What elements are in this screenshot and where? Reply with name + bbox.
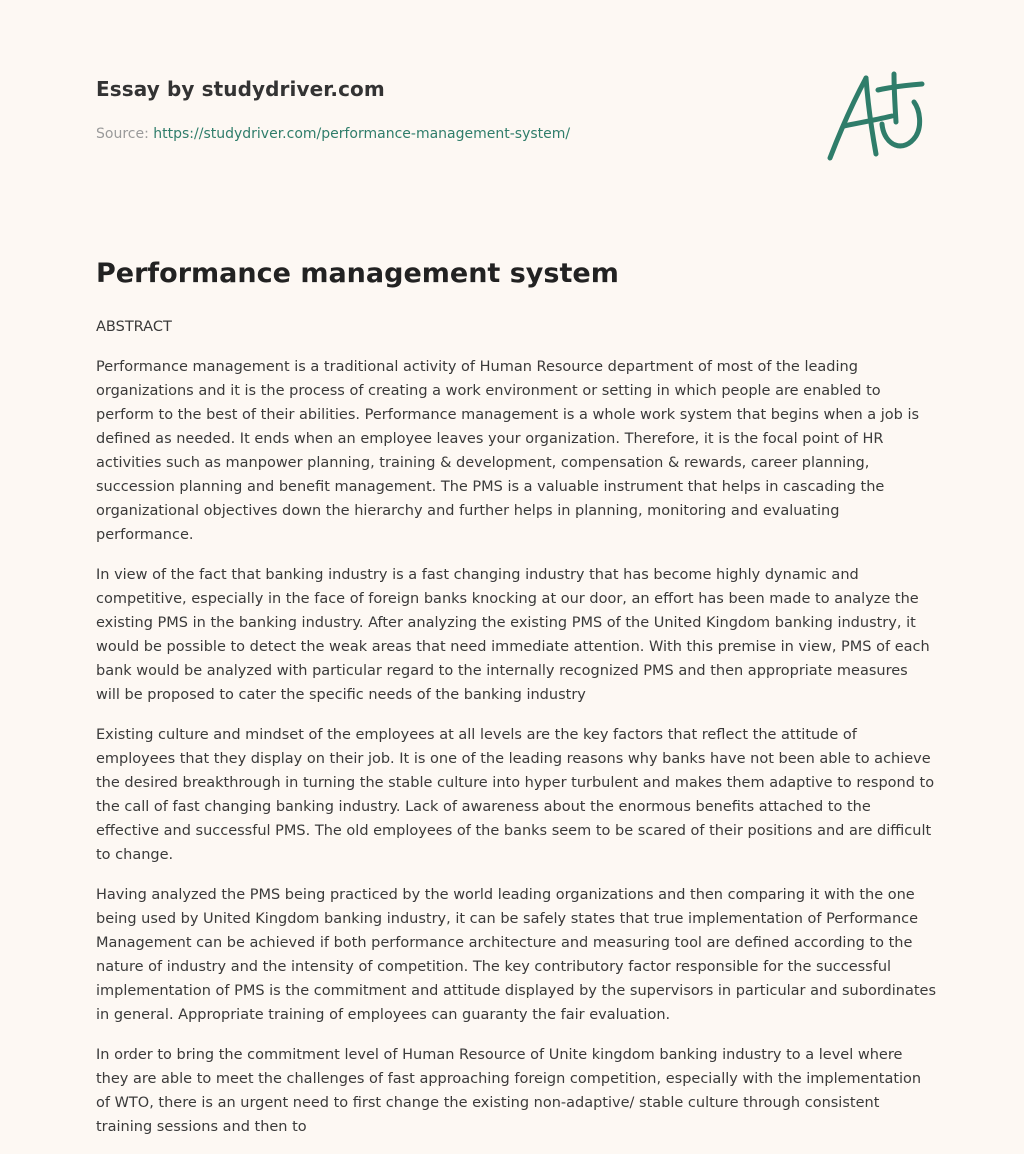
source-line <box>96 124 796 144</box>
essay-body <box>96 315 936 1154</box>
paragraph: Performance management is a traditional activity of Human Resource department of most of the leading organizations and it is the process of creating a work environment or setting in which people are enabled to perform to the best of their abilities. Performance management is a whole work system that begins when a job is defined as needed. It ends when an employee leaves your organization. Therefore, it is the focal point of HR activities such as manpower planning, training & development, compensation & rewards, career planning, succession planning and benefit management. The PMS is a valuable instrument that helps in cascading the organizational objectives down the hierarchy and further helps in planning, monitoring and evaluating performance. <box>96 359 920 543</box>
brand-name: Essay by studydriver.com <box>96 77 385 101</box>
paragraph: In view of the fact that banking industry is a fast changing industry that has become highly dynamic and competitive, especially in the face of foreign banks knocking at our door, an effort has been made to analyze the existing PMS in the banking industry. After analyzing the existing PMS of the United Kingdom banking industry, it would be possible to detect the weak areas that need immediate attention. With this premise in view, PMS of each bank would be analyzed with particular regard to the internally recognized PMS and then appropriate measures will be proposed to cater the specific needs of the banking industry <box>96 567 930 703</box>
source-label: Source: <box>96 126 149 142</box>
source-link[interactable]: https://studydriver.com/performance-management-system/ <box>153 126 571 142</box>
essay-header <box>96 74 796 144</box>
paragraph: Having analyzed the PMS being practiced by the world leading organizations and then comparing it with the one being used by United Kingdom banking industry, it can be safely states that true implementation of Performance Management can be achieved if both performance architecture and measuring tool are defined according to the nature of industry and the intensity of competition. The key contributory factor responsible for the successful implementation of PMS is the commitment and attitude displayed by the supervisors in particular and subordinates in general. Appropriate training of employees can guaranty the fair evaluation. <box>96 887 937 1023</box>
abstract-heading: ABSTRACT <box>96 319 172 335</box>
document-title: Performance management system <box>96 258 619 289</box>
grade-a-plus-logo-icon <box>822 66 926 166</box>
paragraph: In order to bring the commitment level of Human Resource of Unite kingdom banking industry to a level where they are able to meet the challenges of fast approaching foreign competition, especially with the implementation of WTO, there is an urgent need to first change the existing non-adaptive/ stable culture through consistent training sessions and then to <box>96 1047 922 1135</box>
paragraph: Existing culture and mindset of the employees at all levels are the key factors that reflect the attitude of employees that they display on their job. It is one of the leading reasons why banks have not been able to achieve the desired breakthrough in turning the stable culture into hyper turbulent and makes them adaptive to respond to the call of fast changing banking industry. Lack of awareness about the enormous benefits attached to the effective and successful PMS. The old employees of the banks seem to be scared of their positions and are difficult to change. <box>96 727 935 863</box>
